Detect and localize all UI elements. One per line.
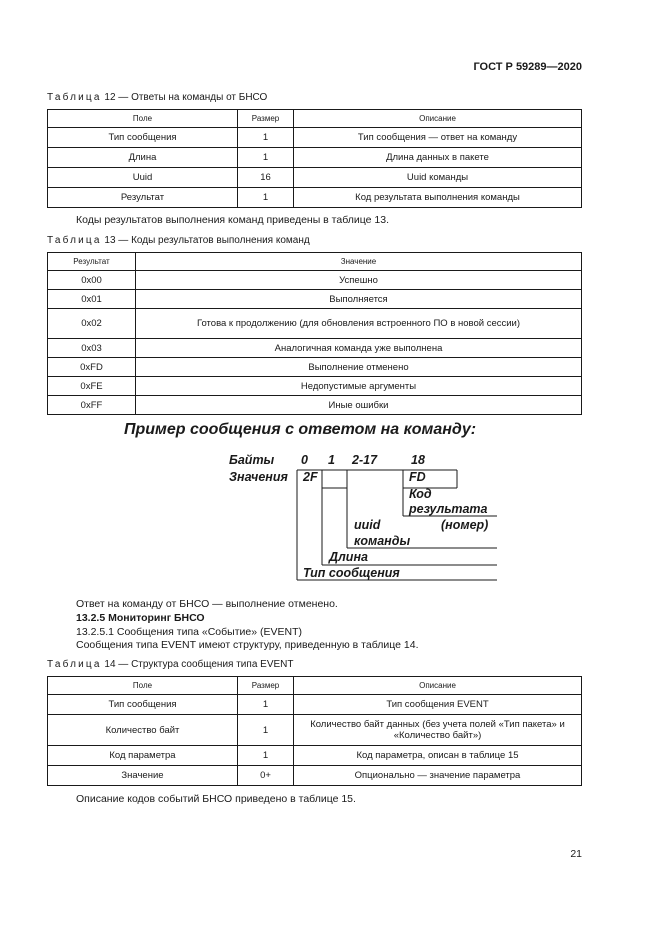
diagram-value-fd: FD	[409, 470, 426, 484]
diagram-byte-1: 1	[328, 453, 335, 467]
table-12-caption-title: 12 — Ответы на команды от БНСО	[104, 92, 268, 103]
table-cell: Код результата выполнения команды	[294, 188, 582, 208]
table-cell: 1	[238, 148, 294, 168]
table-cell: 1	[238, 128, 294, 148]
diagram-number: (номер)	[441, 518, 489, 532]
table-cell: Опционально — значение параметра	[294, 766, 582, 786]
table-cell: 1	[238, 746, 294, 766]
column-header: Результат	[48, 253, 136, 271]
table-cell: 1	[238, 695, 294, 715]
diagram-msg-type: Тип сообщения	[303, 566, 400, 580]
diagram-result-code-1: Код	[409, 487, 432, 501]
table-cell: 0xFF	[48, 396, 136, 415]
table-cell: Выполняется	[136, 290, 582, 309]
table-cell: Uuid команды	[294, 168, 582, 188]
column-header: Поле	[48, 677, 238, 695]
diagram-result-code-2: результата	[409, 502, 488, 516]
table-row	[48, 309, 582, 339]
page-number: 21	[570, 848, 582, 860]
paragraph-table13-ref: Коды результатов выполнения команд приведены в таблице 13.	[76, 214, 389, 226]
table-cell-line: «Количество байт»)	[393, 730, 482, 741]
table-cell: Недопустимые аргументы	[136, 377, 582, 396]
table-cell: Тип сообщения	[48, 128, 238, 148]
table-cell: 0x03	[48, 339, 136, 358]
diagram-uuid-1: uuid	[354, 518, 381, 532]
column-header: Поле	[48, 110, 238, 128]
table-row	[48, 695, 582, 715]
column-header: Описание	[294, 677, 582, 695]
table-row	[48, 377, 582, 396]
table-cell: Успешно	[136, 271, 582, 290]
subsection-heading: 13.2.5.1 Сообщения типа «Событие» (EVENT)	[76, 626, 302, 638]
table-row	[48, 339, 582, 358]
diagram-value-2f: 2F	[303, 470, 318, 484]
table-cell: 0+	[238, 766, 294, 786]
table-cell: Иные ошибки	[136, 396, 582, 415]
section-heading: 13.2.5 Мониторинг БНСО	[76, 612, 205, 624]
table-14-header-row	[48, 677, 582, 695]
table-cell: Готова к продолжению (для обновления встроенного ПО в новой сессии)	[136, 309, 582, 339]
table-row	[48, 168, 582, 188]
table-cell: Аналогичная команда уже выполнена	[136, 339, 582, 358]
table-row	[48, 148, 582, 168]
table-cell: Тип сообщения	[48, 695, 238, 715]
table-cell: 0xFE	[48, 377, 136, 396]
diagram-label-values: Значения	[229, 470, 288, 484]
paragraph-event-structure: Сообщения типа EVENT имеют структуру, приведенную в таблице 14.	[76, 639, 419, 651]
table-row	[48, 746, 582, 766]
table-13-caption-word: Таблица	[47, 235, 102, 246]
table-row	[48, 290, 582, 309]
paragraph-response: Ответ на команду от БНСО — выполнение отменено.	[76, 598, 338, 610]
table-row	[48, 766, 582, 786]
diagram-byte-2-17: 2-17	[352, 453, 378, 467]
table-row	[48, 358, 582, 377]
diagram-uuid-2: команды	[354, 534, 411, 548]
table-row	[48, 715, 582, 746]
table-cell: 0x01	[48, 290, 136, 309]
example-title: Пример сообщения с ответом на команду:	[123, 421, 477, 438]
table-cell: Тип сообщения EVENT	[294, 695, 582, 715]
table-cell: Тип сообщения — ответ на команду	[294, 128, 582, 148]
table-cell: Uuid	[48, 168, 238, 188]
table-cell: Код параметра, описан в таблице 15	[294, 746, 582, 766]
table-cell: Код параметра	[48, 746, 238, 766]
diagram-label-bytes: Байты	[229, 453, 275, 467]
table-13-caption-title: 13 — Коды результатов выполнения команд	[104, 235, 310, 246]
table-12	[47, 109, 582, 208]
table-14-caption-title: 14 — Структура сообщения типа EVENT	[104, 659, 294, 670]
table-cell: 1	[238, 715, 294, 746]
column-header: Значение	[136, 253, 582, 271]
column-header: Размер	[238, 677, 294, 695]
table-row	[48, 271, 582, 290]
table-cell: Длина	[48, 148, 238, 168]
diagram-byte-18: 18	[411, 453, 425, 467]
table-cell: 1	[238, 188, 294, 208]
standard-header: ГОСТ Р 59289—2020	[473, 61, 582, 73]
table-cell: Значение	[48, 766, 238, 786]
table-row	[48, 188, 582, 208]
table-cell: 0x02	[48, 309, 136, 339]
table-row	[48, 128, 582, 148]
table-14	[47, 676, 582, 786]
table-row	[48, 396, 582, 415]
table-cell: 0xFD	[48, 358, 136, 377]
table-13	[47, 252, 582, 415]
table-cell: Количество байт	[48, 715, 238, 746]
table-cell-line: Количество байт данных (без учета полей «Тип пакета» и	[310, 719, 565, 730]
table-12-header-row	[48, 110, 582, 128]
paragraph-table15-ref: Описание кодов событий БНСО приведено в таблице 15.	[76, 793, 356, 805]
column-header: Размер	[238, 110, 294, 128]
table-12-caption-word: Таблица	[47, 92, 102, 103]
table-12-caption	[47, 92, 267, 103]
column-header: Описание	[294, 110, 582, 128]
table-cell	[294, 715, 582, 746]
table-13-header-row	[48, 253, 582, 271]
table-cell: Результат	[48, 188, 238, 208]
diagram-byte-0: 0	[301, 453, 308, 467]
table-cell: 0x00	[48, 271, 136, 290]
table-cell: Выполнение отменено	[136, 358, 582, 377]
table-14-caption	[47, 659, 294, 670]
table-13-caption	[47, 235, 310, 246]
table-cell: 16	[238, 168, 294, 188]
table-14-caption-word: Таблица	[47, 659, 102, 670]
table-cell: Длина данных в пакете	[294, 148, 582, 168]
diagram-length: Длина	[329, 550, 368, 564]
